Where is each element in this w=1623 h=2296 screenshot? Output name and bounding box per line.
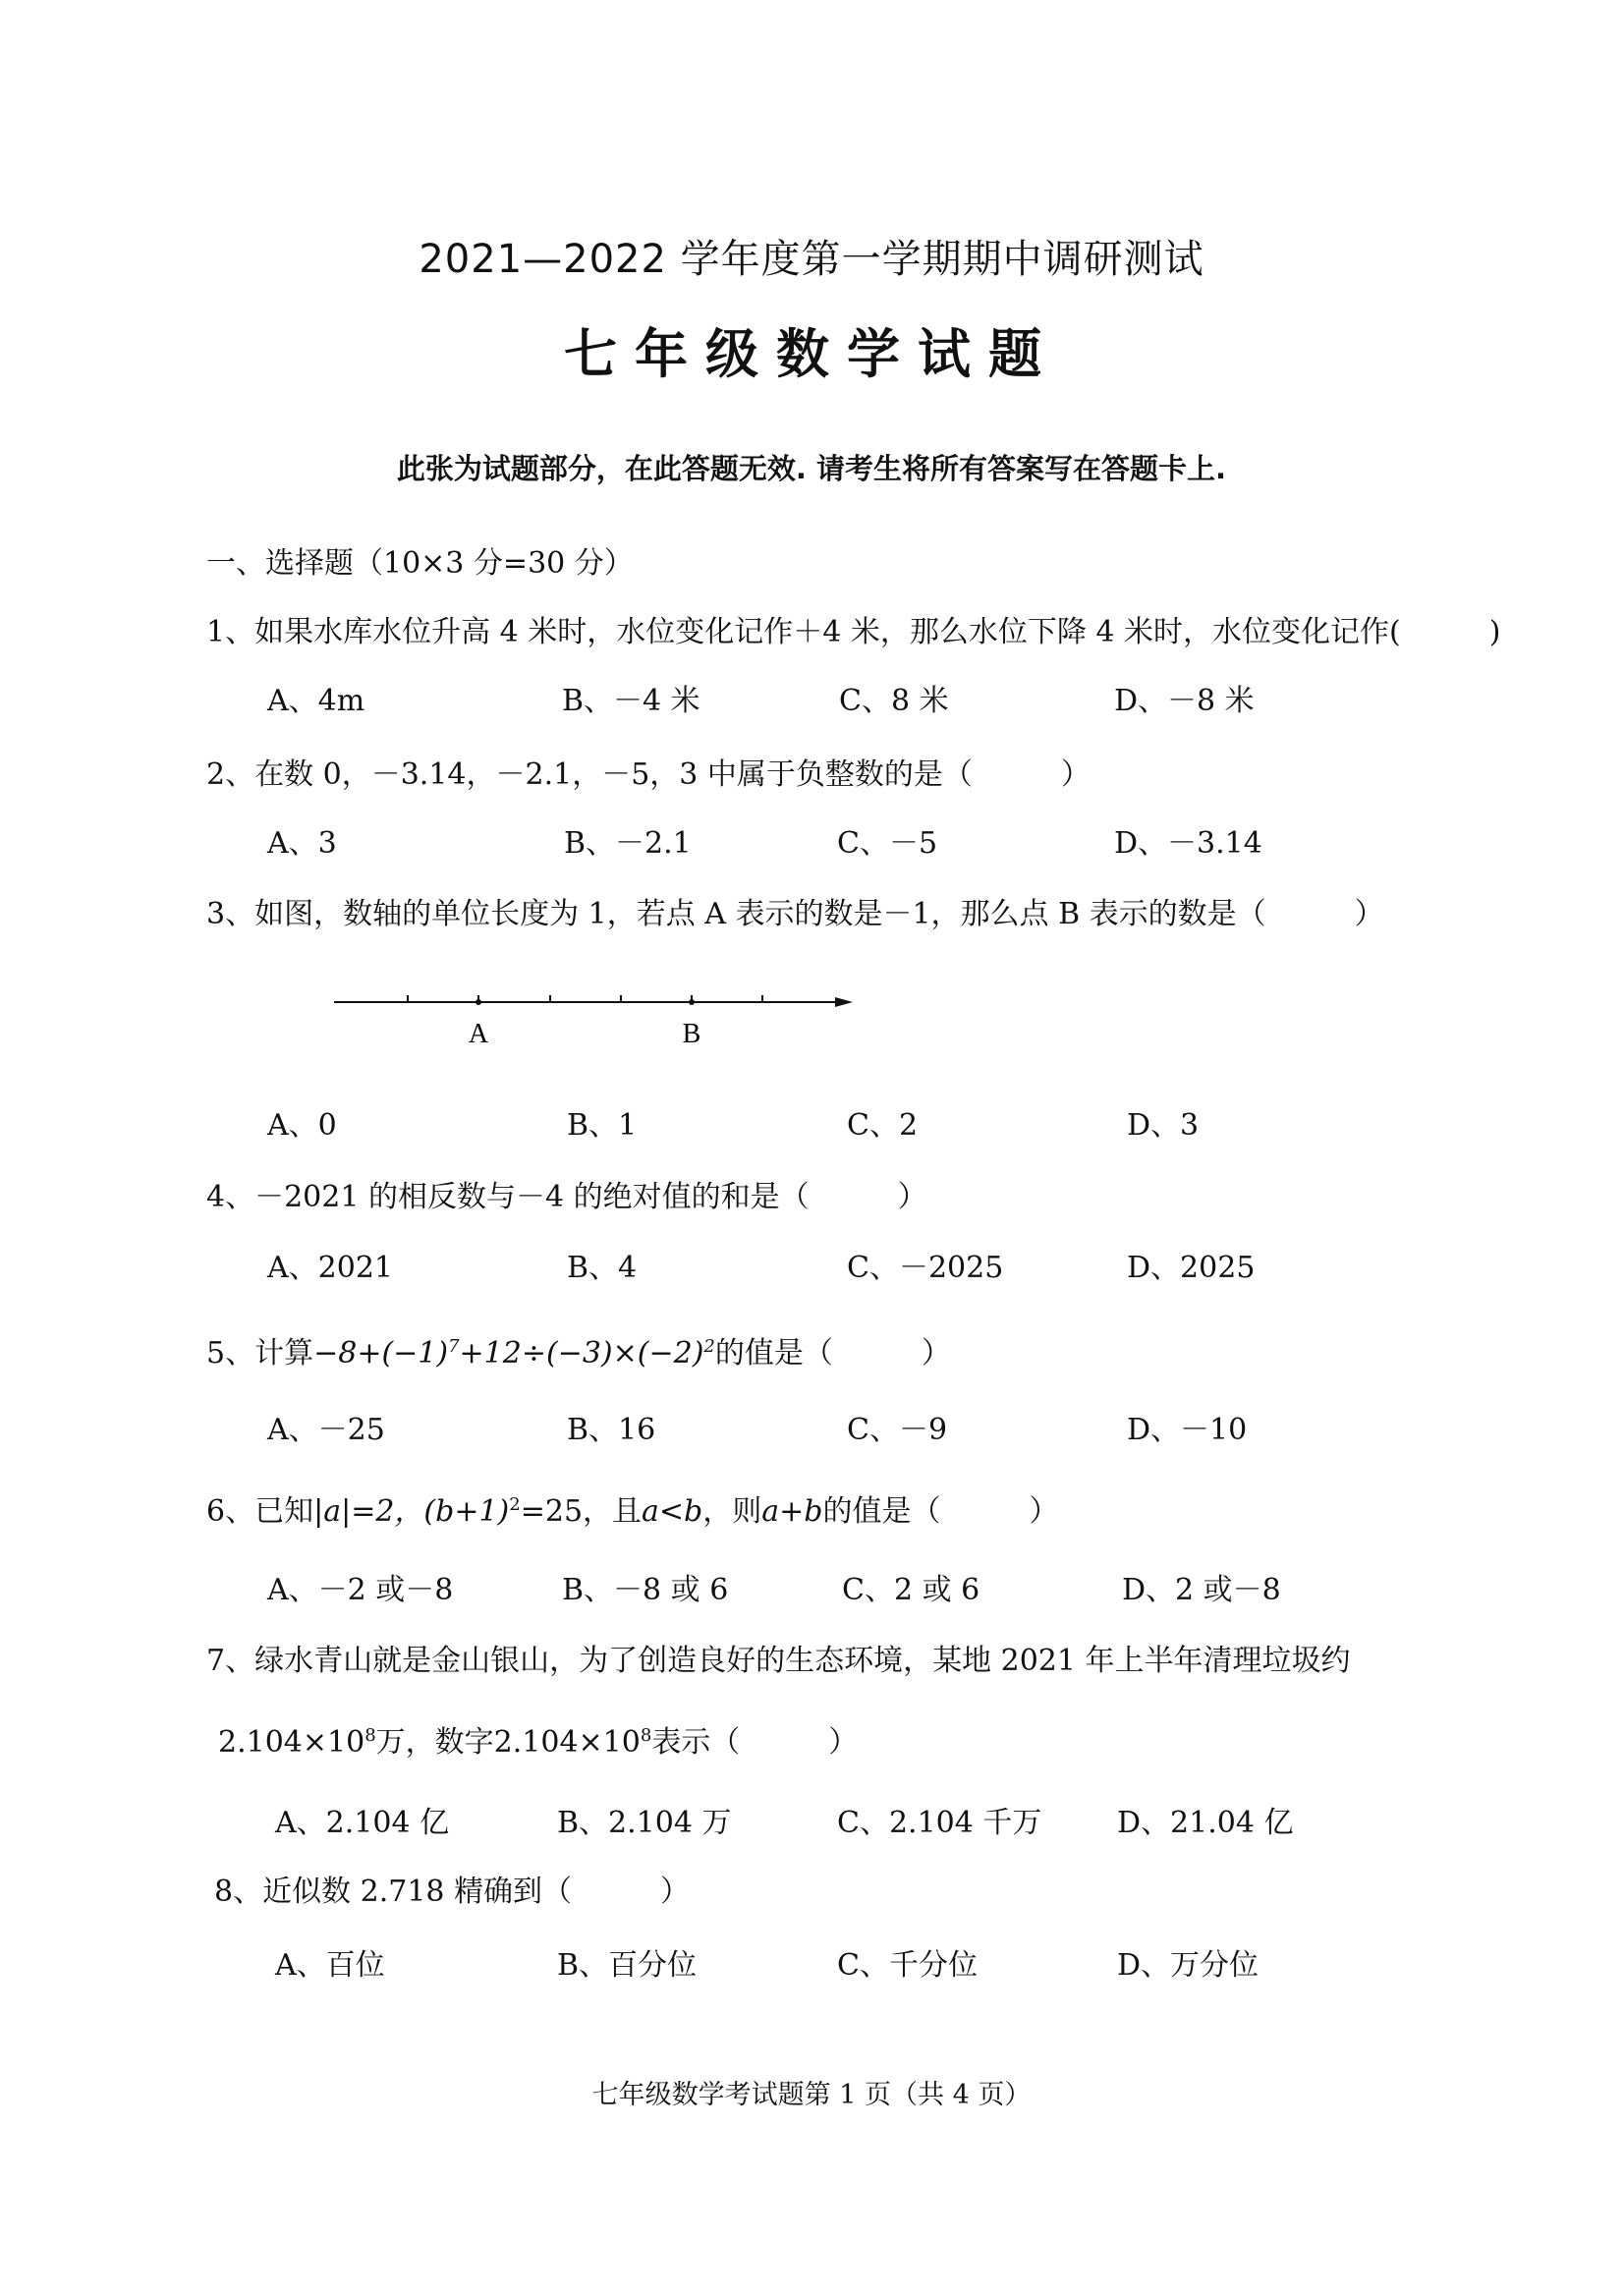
option-a: A、3 [267,826,337,861]
section-heading: 一、选择题（10×3 分=30 分） [206,546,634,581]
exam-notice: 此张为试题部分，在此答题无效. 请考生将所有答案写在答题卡上. [396,452,1227,485]
option-a: A、2.104 亿 [275,1806,450,1840]
option-b: B、4 [567,1251,638,1285]
option-c: C、－5 [837,826,938,861]
question-2: 2、在数 0，－3.14，－2.1，－5，3 中属于负整数的是（ ） [206,757,1091,792]
option-a: A、百位 [275,1948,385,1983]
option-c: C、2 [847,1108,919,1143]
option-d: D、2 或－8 [1122,1573,1281,1607]
point-a-dot [476,999,481,1005]
option-c: C、2 或 6 [842,1573,980,1607]
option-b: B、16 [567,1413,656,1447]
question-5-options [267,1405,1348,1447]
option-b: B、百分位 [557,1948,698,1983]
question-8-options [267,1940,1348,1983]
option-b: B、－4 米 [562,684,700,718]
question-5-expr: $-8+(-1)^7+12\div(-3)\times(-2)^2$ [313,1336,715,1371]
question-4-options [267,1243,1348,1285]
question-6-options [267,1565,1348,1607]
option-d: D、万分位 [1117,1948,1259,1983]
question-5-prefix: 5、计算 [206,1336,314,1371]
exam-title: 2021—2022 学年度第一学期期中调研测试 [419,237,1204,282]
option-c: C、8 米 [839,684,949,718]
page-footer: 七年级数学考试题第 1 页（共 4 页） [591,2080,1032,2110]
option-d: D、2025 [1127,1251,1256,1285]
question-7-options [267,1798,1348,1840]
question-2-options [267,818,1348,861]
option-a: A、－2 或－8 [267,1573,454,1607]
point-b-label: B [682,1019,701,1049]
question-7-line-2: $2.104\times 10^8$万，数字$2.104\times 10^8$表示（ ） [218,1725,859,1760]
question-1-options [267,676,1348,718]
option-d: D、3 [1127,1108,1200,1143]
question-6: 6、已知|a|=2，$(b+1)^2=25$，且a<b，则a+b的值是（ ） [206,1494,1059,1529]
option-d: D、21.04 亿 [1117,1806,1294,1840]
option-a: A、2021 [267,1251,394,1285]
option-a: A、0 [267,1108,337,1143]
option-c: C、千分位 [837,1948,978,1983]
question-5-suffix: 的值是（ ） [714,1336,951,1371]
question-7-line-1: 7、绿水青山就是金山银山，为了创造良好的生态环境，某地 2021 年上半年清理垃圾约 [206,1644,1351,1678]
option-c: C、－2025 [847,1251,1004,1285]
question-3-options [267,1100,1348,1143]
option-d: D、－3.14 [1114,826,1262,861]
question-1: 1、如果水库水位升高 4 米时，水位变化记作＋4 米，那么水位下降 4 米时，水位变化记作( ) [206,615,1501,649]
question-3: 3、如图，数轴的单位长度为 1，若点 A 表示的数是－1，那么点 B 表示的数是（ ） [206,897,1384,931]
number-line-arrow [835,997,853,1007]
option-b: B、－2.1 [564,826,692,861]
question-8: 8、近似数 2.718 精确到（ ） [214,1875,691,1909]
point-a-label: A [468,1019,489,1049]
question-4: 4、－2021 的相反数与－4 的绝对值的和是（ ） [206,1180,927,1214]
option-d: D、－10 [1127,1413,1248,1447]
exam-subtitle: 七年级数学试题 [564,323,1059,385]
option-c: C、－9 [847,1413,948,1447]
option-b: B、1 [567,1108,638,1143]
option-a: A、－25 [267,1413,385,1447]
option-b: B、2.104 万 [557,1806,732,1840]
question-5 [206,1328,951,1372]
option-b: B、－8 或 6 [562,1573,729,1607]
option-d: D、－8 米 [1114,684,1255,718]
option-a: A、4m [267,684,365,718]
option-c: C、2.104 千万 [837,1806,1042,1840]
point-b-dot [689,999,695,1005]
number-line-figure [324,963,855,1051]
